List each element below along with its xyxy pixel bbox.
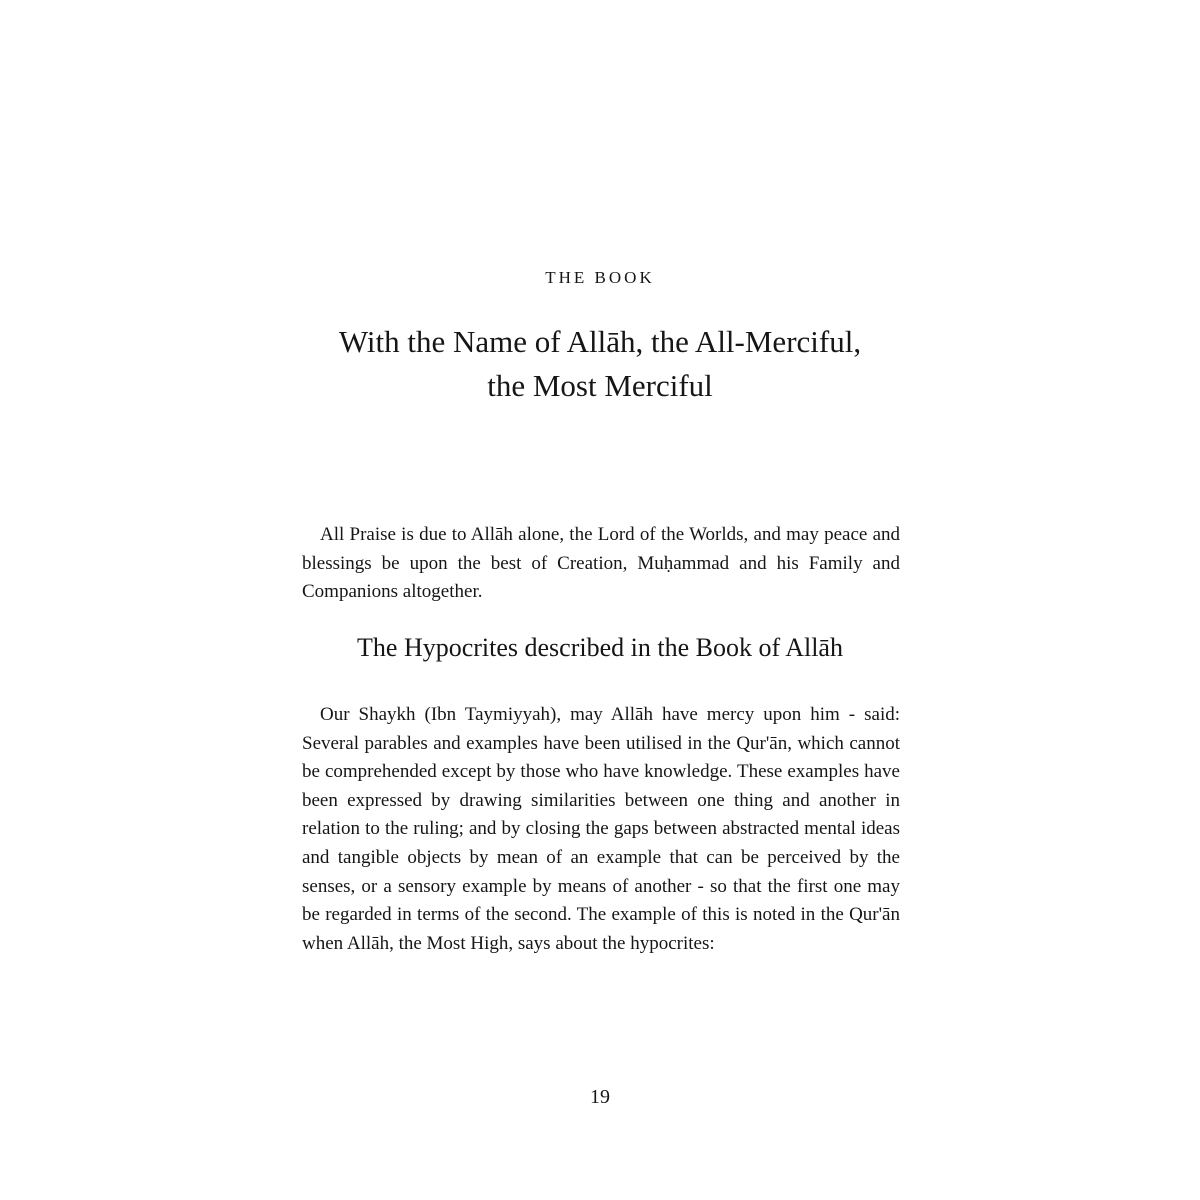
body-paragraph: Our Shaykh (Ibn Taymiyyah), may Allāh have mercy upon him - said: Several parables and examples have been utilised in the Qur'ān, which cannot be comprehended except by those who have knowledge. These examples have been expressed by drawing similarities between one thing and another in relation to the ruling; and by closing the gaps between abstracted mental ideas and tangible objects by mean of an example that can be perceived by the senses, or a sensory example by means of another - so that the first one may be regarded in terms of the second. The example of this is noted in the Qur'ān when Allāh, the Most High, says about the hypocrites:	[302, 704, 900, 954]
page-number: 19	[590, 1086, 610, 1108]
chapter-title	[0, 320, 1200, 408]
chapter-title-line-2: the Most Merciful	[487, 368, 713, 403]
intro-paragraph: All Praise is due to Allāh alone, the Lord of the Worlds, and may peace and blessings be upon the best of Creation, Muḥammad and his Family and Companions altogether.	[302, 524, 900, 603]
section-heading: The Hypocrites described in the Book of Allāh	[357, 633, 843, 662]
chapter-title-line-1: With the Name of Allāh, the All-Merciful,	[338, 324, 862, 359]
running-head: THE BOOK	[545, 268, 655, 287]
